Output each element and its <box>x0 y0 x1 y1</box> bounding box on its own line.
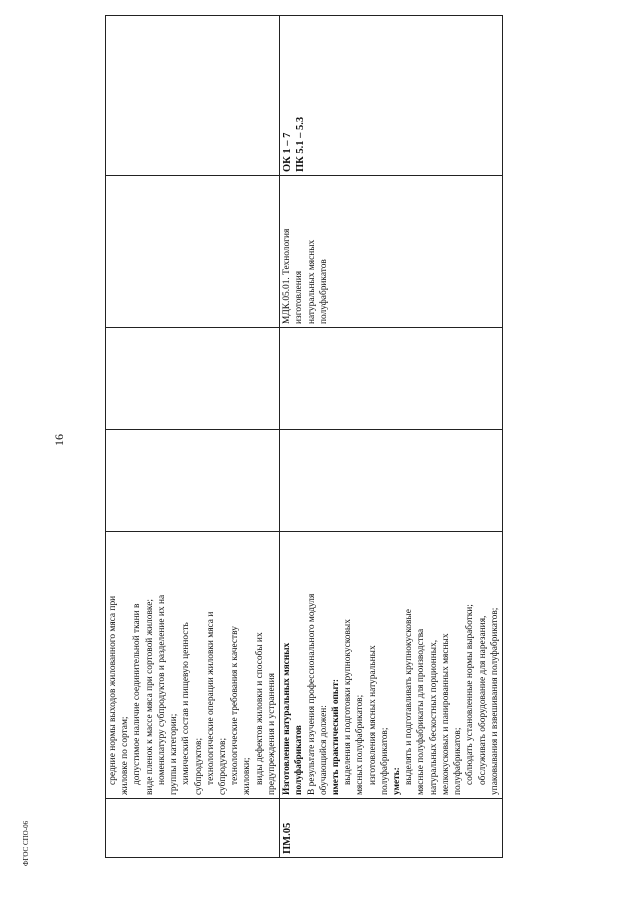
text-line: номенклатуру субпродуктов и разделение их на <box>156 594 167 785</box>
text-line: полуфабрикатов; <box>379 727 390 795</box>
table-cell-code <box>280 799 503 858</box>
text-line: соблюдать установленные нормы выработки; <box>465 604 476 785</box>
mdk-line: МДК.05.01. Технология <box>282 228 293 324</box>
mdk-line: изготовления <box>294 270 305 324</box>
text-line: химический состав и пищевую ценность <box>181 622 192 785</box>
text-line: предупреждения и устранения <box>266 673 277 795</box>
page-number: 16 <box>52 434 66 446</box>
section-heading: уметь: <box>392 767 403 795</box>
text-line: натуральных бескостных порционных, <box>428 639 439 795</box>
text-line: субпродуктов; <box>217 737 228 795</box>
text-line: выделения и подготовки крупнокусковых <box>343 619 354 785</box>
text-line: мясные полуфабрикаты для производства <box>416 628 427 795</box>
text-line: жиловке по сортам; <box>120 716 131 795</box>
text-line: виде пленок к массе мяса при сортовой жиловке; <box>144 599 155 795</box>
text-line: жиловки; <box>242 757 253 795</box>
text-line: упаковывания и взвешивания полуфабрикатов; <box>489 607 500 795</box>
text-line: мясных полуфабрикатов; <box>355 694 366 795</box>
table-cell <box>106 176 280 328</box>
text-line: средние нормы выходов жилованного мяса при <box>108 595 118 785</box>
section-heading: иметь практический опыт: <box>330 679 341 795</box>
text-line: технологические требования к качеству <box>230 626 241 785</box>
mdk-line: натуральных мясных <box>306 239 317 324</box>
module-title: полуфабрикатов <box>294 725 305 795</box>
text-line: изготовления мясных натуральных <box>367 645 378 785</box>
competency-ok: ОК 1 – 7 <box>282 132 294 172</box>
table-cell-module <box>280 532 503 799</box>
text-line: субпродуктов; <box>193 737 204 795</box>
text-line: обслуживать оборудование для нарезания, <box>477 615 488 785</box>
text-line: технологические операции жиловки мяса и <box>205 611 216 785</box>
text-line: виды дефектов жиловки и способы их <box>254 632 265 785</box>
text-line: выделять и подготавливать крупнокусковые <box>404 609 415 785</box>
text-line: мелкокусковых и панированных мясных <box>440 633 451 795</box>
mdk-line: полуфабрикатов <box>318 259 329 324</box>
table-cell <box>106 328 280 430</box>
table-cell <box>106 16 280 176</box>
text-line: обучающийся должен: <box>318 705 329 795</box>
text-line: полуфабрикатов; <box>453 727 464 795</box>
rotated-table-container <box>105 58 500 858</box>
competency-pk: ПК 5.1 – 5.3 <box>295 116 307 172</box>
text-line: В результате изучения профессионального модуля <box>306 593 317 795</box>
table-cell <box>280 430 503 532</box>
table-cell <box>106 430 280 532</box>
table-cell <box>106 799 280 858</box>
table-row <box>106 16 280 858</box>
footer-stamp: ФГОС СПО-06 <box>22 820 30 866</box>
table-cell <box>280 328 503 430</box>
module-title: Изготовление натуральных мясных <box>282 642 293 795</box>
table-cell-mdk <box>280 176 503 328</box>
table-cell-competencies <box>280 16 503 176</box>
curriculum-table <box>105 15 503 858</box>
table-row <box>280 16 503 858</box>
module-code: ПМ.05 <box>282 822 294 854</box>
table-cell-knowledge <box>106 532 280 799</box>
text-line: группы и категории; <box>169 713 180 795</box>
text-line: допустимое наличие соединительной ткани в <box>132 603 143 785</box>
